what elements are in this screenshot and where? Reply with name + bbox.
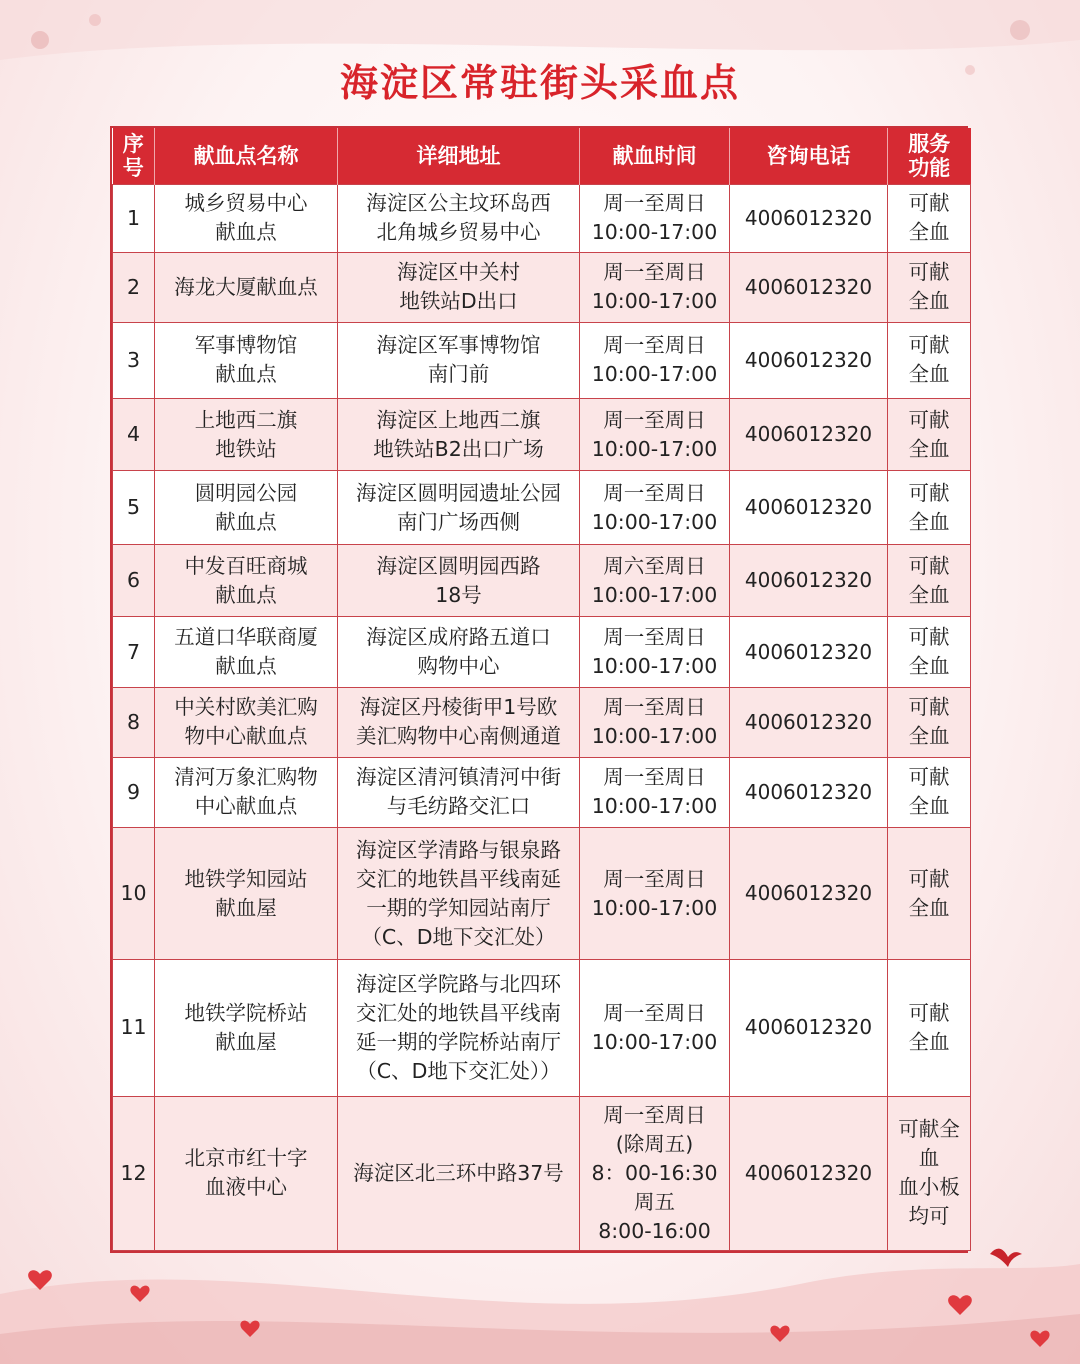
phone-cell: 4006012320 — [730, 757, 888, 827]
header-name: 献血点名称 — [155, 128, 338, 184]
heart-icon — [130, 1286, 149, 1302]
address-cell — [338, 184, 580, 252]
name-cell-line: 献血点 — [215, 362, 277, 387]
service-cell-line: 可献 — [908, 866, 950, 891]
time-cell-line: 周一至周日 — [603, 407, 706, 432]
address-cell-line: 海淀区学清路与银泉路 — [356, 837, 561, 862]
name-cell — [155, 687, 338, 757]
service-cell — [888, 960, 971, 1096]
phone-cell: 4006012320 — [730, 687, 888, 757]
table-row — [113, 757, 971, 827]
service-cell-line: 全血 — [908, 509, 950, 534]
address-cell — [338, 960, 580, 1096]
address-cell-line: 海淀区清河镇清河中街 — [356, 765, 561, 790]
phone-cell: 4006012320 — [730, 960, 888, 1096]
address-cell-line: 海淀区中关村 — [397, 260, 520, 285]
address-cell-line: 海淀区学院路与北四环 — [356, 971, 561, 996]
phone-cell: 4006012320 — [730, 252, 888, 322]
service-cell-line: 全血 — [908, 289, 950, 314]
time-cell — [580, 827, 730, 959]
name-cell-line: 献血屋 — [215, 1029, 277, 1054]
index-cell: 10 — [113, 827, 155, 959]
index-cell: 8 — [113, 687, 155, 757]
address-cell — [338, 545, 580, 617]
service-cell — [888, 827, 971, 959]
address-cell-line: 18号 — [435, 582, 482, 607]
time-cell — [580, 687, 730, 757]
address-cell-line: 美汇购物中心南侧通道 — [356, 724, 561, 749]
service-cell-line: 血小板 — [898, 1175, 960, 1200]
address-cell-line: 海淀区成府路五道口 — [366, 625, 551, 650]
index-cell: 7 — [113, 617, 155, 687]
service-cell-line: 全血 — [908, 794, 950, 819]
time-cell-line: 10:00-17:00 — [591, 509, 718, 534]
table-row — [113, 545, 971, 617]
name-cell-line: 中关村欧美汇购 — [174, 695, 318, 720]
service-cell — [888, 1096, 971, 1250]
name-cell — [155, 960, 338, 1096]
name-cell — [155, 184, 338, 252]
service-cell-line: 可献 — [908, 260, 950, 285]
name-cell-line: 地铁学知园站 — [184, 866, 308, 891]
address-cell — [338, 827, 580, 959]
phone-cell: 4006012320 — [730, 827, 888, 959]
phone-cell: 4006012320 — [730, 398, 888, 470]
time-cell-line: 10:00-17:00 — [591, 582, 718, 607]
service-cell — [888, 252, 971, 322]
index-cell: 6 — [113, 545, 155, 617]
service-cell-line: 血 — [918, 1146, 940, 1171]
address-cell-line: 海淀区丹棱街甲1号欧 — [359, 695, 558, 720]
time-cell — [580, 960, 730, 1096]
name-cell-line: 地铁学院桥站 — [184, 1000, 308, 1025]
service-cell-line: 可献 — [908, 407, 950, 432]
table-row — [113, 398, 971, 470]
address-cell-line: 海淀区公主坟环岛西 — [366, 191, 551, 216]
address-cell-line: 与毛纺路交汇口 — [386, 794, 531, 819]
address-cell — [338, 1096, 580, 1250]
table-row — [113, 184, 971, 252]
time-cell-line: 周一至周日 — [603, 866, 706, 891]
name-cell-line: 献血点 — [215, 509, 277, 534]
name-cell-line: 清河万象汇购物 — [174, 765, 318, 790]
service-cell-line: 可献 — [908, 625, 950, 650]
time-cell-line: 8:00-16:00 — [598, 1218, 711, 1243]
time-cell-line: 10:00-17:00 — [591, 436, 718, 461]
index-cell: 1 — [113, 184, 155, 252]
address-cell-line: 海淀区圆明园遗址公园 — [356, 480, 561, 505]
time-cell-line: 周一至周日 — [603, 625, 706, 650]
service-cell — [888, 398, 971, 470]
time-cell — [580, 471, 730, 545]
service-cell-line: 全血 — [908, 220, 950, 245]
table-row — [113, 827, 971, 959]
name-cell — [155, 757, 338, 827]
time-cell-line: 10:00-17:00 — [591, 289, 718, 314]
service-cell — [888, 687, 971, 757]
header-service: 服务功能 — [888, 128, 971, 184]
service-cell-line: 全血 — [908, 436, 950, 461]
time-cell-line: 周一至周日 — [603, 480, 706, 505]
address-cell — [338, 687, 580, 757]
time-cell-line: 10:00-17:00 — [591, 362, 718, 387]
name-cell — [155, 398, 338, 470]
time-cell-line: 周六至周日 — [603, 553, 706, 578]
table-row — [113, 687, 971, 757]
name-cell-line: 北京市红十字 — [184, 1146, 308, 1171]
heart-icon — [948, 1295, 972, 1315]
service-cell — [888, 757, 971, 827]
name-cell-line: 物中心献血点 — [184, 724, 308, 749]
service-cell-line: 全血 — [908, 1029, 950, 1054]
time-cell-line: 周一至周日 — [603, 333, 706, 358]
service-cell-line: 全血 — [908, 724, 950, 749]
name-cell-line: 五道口华联商厦 — [174, 625, 318, 650]
name-cell — [155, 471, 338, 545]
time-cell-line: (除周五) — [615, 1131, 694, 1156]
time-cell — [580, 617, 730, 687]
address-cell-line: 购物中心 — [417, 654, 500, 679]
service-cell-line: 全血 — [908, 362, 950, 387]
address-cell-line: 延一期的学院桥站南厅 — [356, 1029, 561, 1054]
address-cell-line: 地铁站B2出口广场 — [373, 436, 544, 461]
service-cell-line: 全血 — [908, 895, 950, 920]
address-cell-line: 海淀区军事博物馆 — [376, 333, 541, 358]
address-cell-line: 交汇的地铁昌平线南延 — [356, 866, 561, 891]
address-cell-line: 海淀区上地西二旗 — [376, 407, 541, 432]
name-cell-line: 中发百旺商城 — [184, 553, 308, 578]
time-cell-line: 周五 — [634, 1189, 675, 1214]
header-index: 序号 — [113, 128, 155, 184]
index-cell: 2 — [113, 252, 155, 322]
name-cell-line: 献血点 — [215, 654, 277, 679]
name-cell-line: 海龙大厦献血点 — [174, 274, 318, 299]
time-cell — [580, 184, 730, 252]
service-cell-line: 可献 — [908, 480, 950, 505]
address-cell — [338, 322, 580, 398]
name-cell-line: 城乡贸易中心 — [184, 191, 308, 216]
time-cell-line: 10:00-17:00 — [591, 1029, 718, 1054]
service-cell-line: 均可 — [908, 1204, 950, 1229]
address-cell-line: 南门前 — [427, 362, 490, 387]
time-cell-line: 10:00-17:00 — [591, 220, 718, 245]
address-cell-line: （C、D地下交汇处） — [361, 924, 556, 949]
time-cell-line: 周一至周日 — [603, 1000, 706, 1025]
index-cell: 4 — [113, 398, 155, 470]
name-cell-line: 圆明园公园 — [194, 480, 298, 505]
header-phone: 咨询电话 — [730, 128, 888, 184]
name-cell-line: 中心献血点 — [194, 794, 298, 819]
address-cell-line: 一期的学知园站南厅 — [366, 895, 551, 920]
index-cell: 9 — [113, 757, 155, 827]
service-cell-line: 全血 — [908, 582, 950, 607]
phone-cell: 4006012320 — [730, 617, 888, 687]
index-cell: 11 — [113, 960, 155, 1096]
address-cell-line: 海淀区北三环中路37号 — [353, 1160, 564, 1185]
time-cell-line: 周一至周日 — [603, 260, 706, 285]
table-row — [113, 471, 971, 545]
header-time: 献血时间 — [580, 128, 730, 184]
address-cell — [338, 471, 580, 545]
table-row — [113, 252, 971, 322]
table-row — [113, 1096, 971, 1250]
index-cell: 12 — [113, 1096, 155, 1250]
page-title: 海淀区常驻街头采血点 — [339, 61, 740, 105]
time-cell — [580, 252, 730, 322]
service-cell-line: 可献 — [908, 1000, 950, 1025]
donation-sites-table — [110, 126, 968, 1253]
address-cell-line: 南门广场西侧 — [397, 509, 520, 534]
time-cell-line: 周一至周日 — [603, 765, 706, 790]
service-cell — [888, 545, 971, 617]
address-cell-line: 地铁站D出口 — [399, 289, 518, 314]
time-cell — [580, 322, 730, 398]
time-cell-line: 10:00-17:00 — [591, 895, 718, 920]
address-cell — [338, 757, 580, 827]
address-cell-line: 北角城乡贸易中心 — [376, 220, 541, 245]
address-cell — [338, 252, 580, 322]
name-cell-line: 军事博物馆 — [194, 333, 298, 358]
service-cell-line: 全血 — [908, 654, 950, 679]
service-cell — [888, 184, 971, 252]
time-cell — [580, 398, 730, 470]
service-cell — [888, 617, 971, 687]
index-cell: 5 — [113, 471, 155, 545]
time-cell-line: 周一至周日 — [603, 695, 706, 720]
heart-icon — [28, 1270, 52, 1290]
time-cell-line: 10:00-17:00 — [591, 724, 718, 749]
time-cell-line: 10:00-17:00 — [591, 654, 718, 679]
address-cell — [338, 617, 580, 687]
name-cell-line: 血液中心 — [205, 1175, 287, 1200]
time-cell-line: 周一至周日 — [603, 1102, 706, 1127]
service-cell-line: 可献 — [908, 553, 950, 578]
phone-cell: 4006012320 — [730, 545, 888, 617]
table-row — [113, 617, 971, 687]
table-header-row — [113, 128, 971, 184]
service-cell-line: 可献 — [908, 765, 950, 790]
phone-cell: 4006012320 — [730, 1096, 888, 1250]
service-cell-line: 可献 — [908, 191, 950, 216]
time-cell — [580, 757, 730, 827]
time-cell-line: 8：00-16:30 — [591, 1160, 718, 1185]
name-cell-line: 献血点 — [215, 220, 277, 245]
name-cell — [155, 545, 338, 617]
time-cell — [580, 1096, 730, 1250]
time-cell-line: 周一至周日 — [603, 191, 706, 216]
service-cell — [888, 471, 971, 545]
phone-cell: 4006012320 — [730, 184, 888, 252]
name-cell-line: 献血点 — [215, 582, 277, 607]
name-cell-line: 上地西二旗 — [194, 407, 298, 432]
heart-icon — [1030, 1331, 1049, 1347]
name-cell-line: 献血屋 — [215, 895, 277, 920]
service-cell-line: 可献 — [908, 695, 950, 720]
bird-icon — [990, 1249, 1022, 1267]
phone-cell: 4006012320 — [730, 322, 888, 398]
address-cell-line: （C、D地下交汇处）） — [356, 1058, 561, 1083]
service-cell-line: 可献全 — [898, 1117, 960, 1142]
table-row — [113, 322, 971, 398]
name-cell — [155, 1096, 338, 1250]
name-cell — [155, 617, 338, 687]
index-cell: 3 — [113, 322, 155, 398]
address-cell-line: 海淀区圆明园西路 — [376, 553, 541, 578]
phone-cell: 4006012320 — [730, 471, 888, 545]
time-cell — [580, 545, 730, 617]
name-cell — [155, 252, 338, 322]
time-cell-line: 10:00-17:00 — [591, 794, 718, 819]
heart-icon — [770, 1326, 789, 1342]
heart-icon — [240, 1321, 259, 1337]
address-cell-line: 交汇处的地铁昌平线南 — [356, 1000, 561, 1025]
header-address: 详细地址 — [338, 128, 580, 184]
service-cell-line: 可献 — [908, 333, 950, 358]
address-cell — [338, 398, 580, 470]
table-row — [113, 960, 971, 1096]
service-cell — [888, 322, 971, 398]
name-cell-line: 地铁站 — [215, 436, 277, 461]
name-cell — [155, 827, 338, 959]
name-cell — [155, 322, 338, 398]
